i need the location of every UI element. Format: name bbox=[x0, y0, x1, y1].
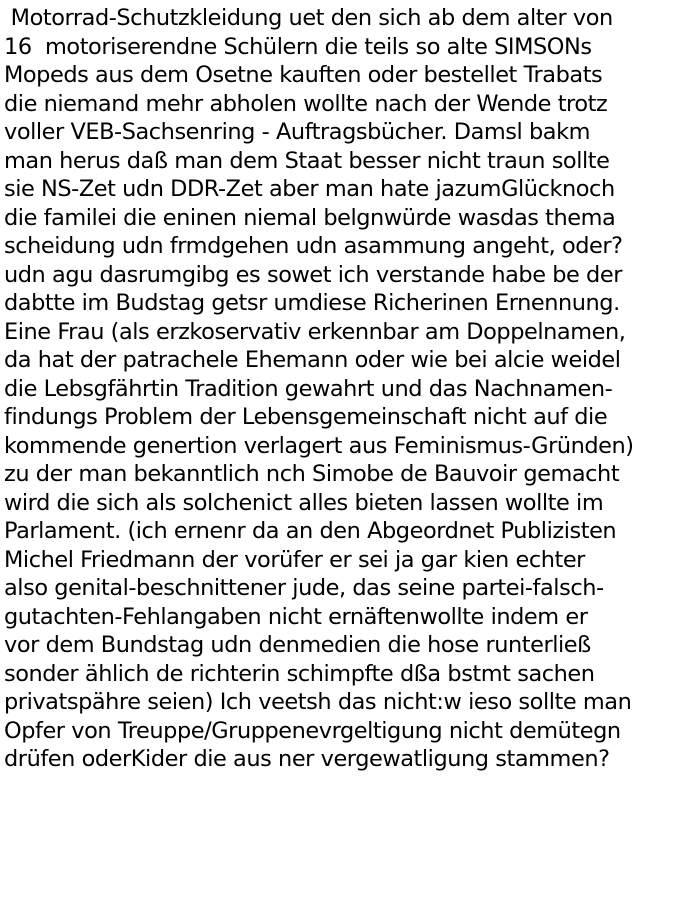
text-line-6: man herus daß man dem Staat besser nicht traun sollte bbox=[4, 147, 610, 174]
text-line-7: sie NS-Zet udn DDR-Zet aber man hate jazumGlücknoch bbox=[4, 176, 615, 202]
text-line-9: scheidung udn frmdgehen udn asammung angeht, oder? bbox=[4, 233, 623, 259]
text-line-10: udn agu dasrumgibg es sowet ich verstande habe be der bbox=[4, 261, 622, 288]
text-line-13: da hat der patrachele Ehemann oder wie bei alcie weidel bbox=[4, 347, 621, 373]
text-line-27: drüfen oderKider die aus ner vergewatligung stammen? bbox=[4, 746, 610, 772]
text-line-8: die familei die eninen niemal belgnwürde wasdas thema bbox=[4, 204, 616, 231]
text-line-26: Opfer von Treuppe/Gruppenevrgeltigung nicht demütegn bbox=[4, 717, 621, 744]
text-line-2: 16 motoriserendne Schülern die teils so alte SIMSONs bbox=[4, 33, 592, 60]
text-line-25: privatspähre seien) Ich veetsh das nicht:w ieso sollte man bbox=[4, 689, 632, 715]
text-line-11: dabtte im Budstag getsr umdiese Richerinen Ernennung. bbox=[4, 290, 620, 316]
text-line-3: Mopeds aus dem Osetne kauften oder bestellet Trabats bbox=[4, 62, 603, 88]
text-line-14: die Lebsgfährtin Tradition gewahrt und das Nachnamen- bbox=[4, 375, 613, 402]
text-line-20: Michel Friedmann der vorüfer er sei ja gar kien echter bbox=[4, 546, 585, 573]
text-line-17: zu der man bekanntlich nch Simobe de Bauvoir gemacht bbox=[4, 461, 620, 487]
text-line-5: voller VEB-Sachsenring - Auftragsbücher. Damsl bakm bbox=[4, 119, 591, 145]
text-line-16: kommende genertion verlagert aus Feminismus-Gründen) bbox=[4, 432, 634, 459]
text-line-15: findungs Problem der Lebensgemeinschaft nicht auf die bbox=[4, 404, 608, 430]
body-text bbox=[4, 4, 682, 774]
text-line-4: die niemand mehr abholen wollte nach der Wende trotz bbox=[4, 90, 608, 117]
text-line-12: Eine Frau (als erzkoservativ erkennbar am Doppelnamen, bbox=[4, 318, 626, 345]
text-line-21: also genital-beschnittener jude, das seine partei-falsch- bbox=[4, 575, 604, 601]
text-line-18: wird die sich als solchenict alles bieten lassen wollte im bbox=[4, 489, 604, 516]
text-line-23: vor dem Bundstag udn denmedien die hose runterließ bbox=[4, 632, 591, 658]
text-line-19: Parlament. (ich ernenr da an den Abgeordnet Publizisten bbox=[4, 518, 617, 544]
text-line-22: gutachten-Fehlangaben nicht ernäftenwollte indem er bbox=[4, 603, 588, 630]
text-line-1: Motorrad-Schutzkleidung uet den sich ab dem alter von bbox=[4, 5, 613, 31]
text-line-24: sonder ählich de richterin schimpfte dßa bstmt sachen bbox=[4, 660, 595, 687]
